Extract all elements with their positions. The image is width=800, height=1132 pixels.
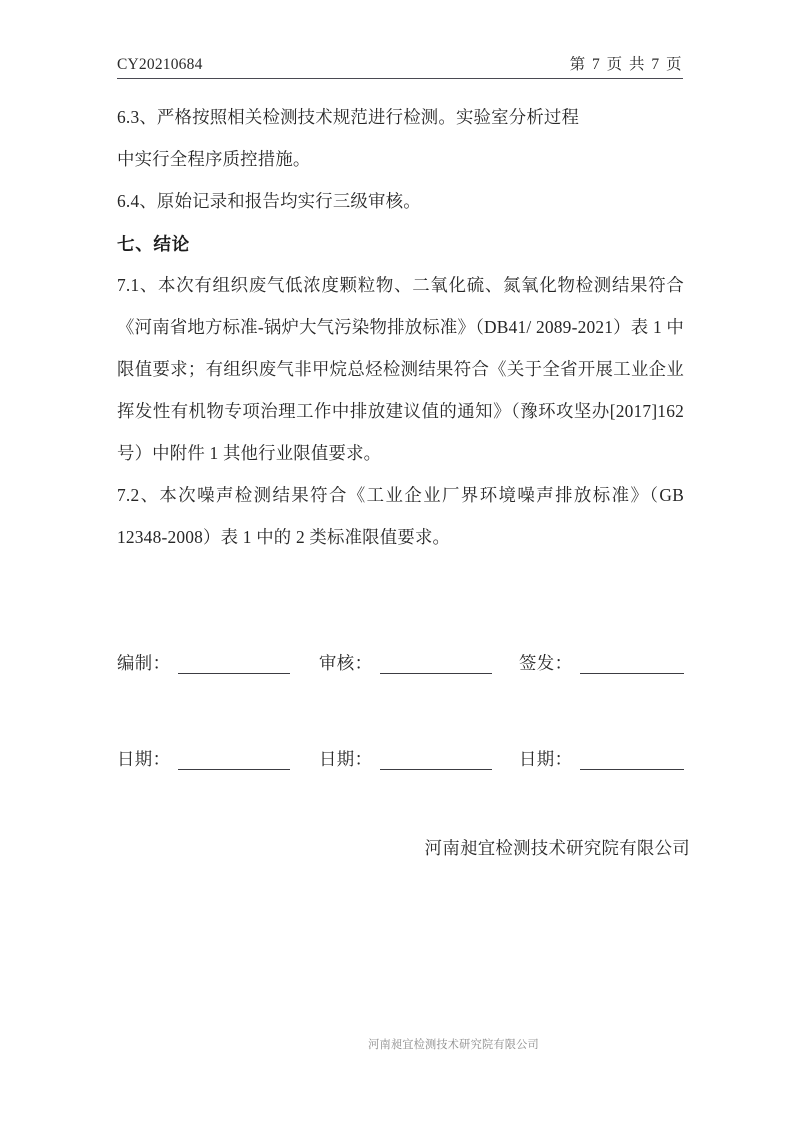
issued-by-input[interactable]: [580, 655, 684, 674]
page-footer: [117, 1036, 690, 1052]
reviewed-by-input[interactable]: [380, 655, 492, 674]
date-label-3: 日期：: [519, 749, 573, 769]
date-field-3: [519, 745, 684, 770]
paragraph-6-3-line-2: 中实行全程序质控措施。: [117, 149, 311, 169]
prepared-by-field: [117, 649, 319, 674]
date-input-2[interactable]: [380, 751, 492, 770]
document-body: [117, 96, 684, 558]
paragraph-6-3-line-1: 6.3、严格按照相关检测技术规范进行检测。实验室分析过程: [117, 107, 580, 127]
paragraph-7-2: 7.2、本次噪声检测结果符合《工业企业厂界环境噪声排放标准》（GB 12348-2008）表 1 中的 2 类标准限值要求。: [117, 485, 684, 547]
footer-company-name: 河南昶宜检测技术研究院有限公司: [368, 1039, 539, 1051]
date-input-3[interactable]: [580, 751, 684, 770]
signature-block: [117, 640, 684, 770]
prepared-by-input[interactable]: [178, 655, 290, 674]
issuing-company-name: 河南昶宜检测技术研究院有限公司: [424, 838, 690, 858]
date-label-2: 日期：: [319, 749, 373, 769]
page-header: [117, 52, 683, 74]
paragraph-6-4: 6.4、原始记录和报告均实行三级审核。: [117, 191, 421, 211]
section-heading-7: 七、结论: [117, 234, 190, 254]
header-divider: [117, 78, 683, 79]
date-input-1[interactable]: [178, 751, 290, 770]
prepared-by-label: 编制：: [117, 653, 171, 673]
reviewed-by-label: 审核：: [319, 653, 373, 673]
signature-row-dates: [117, 736, 684, 770]
issued-by-field: [519, 649, 684, 674]
signature-row-names: [117, 640, 684, 674]
report-code: CY20210684: [117, 56, 203, 73]
issued-by-label: 签发：: [519, 653, 573, 673]
paragraph-7-1: 7.1、本次有组织废气低浓度颗粒物、二氧化硫、氮氧化物检测结果符合《河南省地方标准-锅炉大气污染物排放标准》（DB41/ 2089-2021）表 1 中限值要求；有组织废气非甲烷总烃检测结果符合《关于全省开展工业企业挥发性有机物专项治理工作中排放建议值的通知》（豫环攻坚办[2017]162 号）中附件 1 其他行业限值要求。: [117, 275, 684, 463]
page-indicator: 第 7 页 共 7 页: [569, 56, 683, 73]
date-field-2: [319, 745, 519, 770]
date-field-1: [117, 745, 319, 770]
reviewed-by-field: [319, 649, 519, 674]
date-label-1: 日期：: [117, 749, 171, 769]
